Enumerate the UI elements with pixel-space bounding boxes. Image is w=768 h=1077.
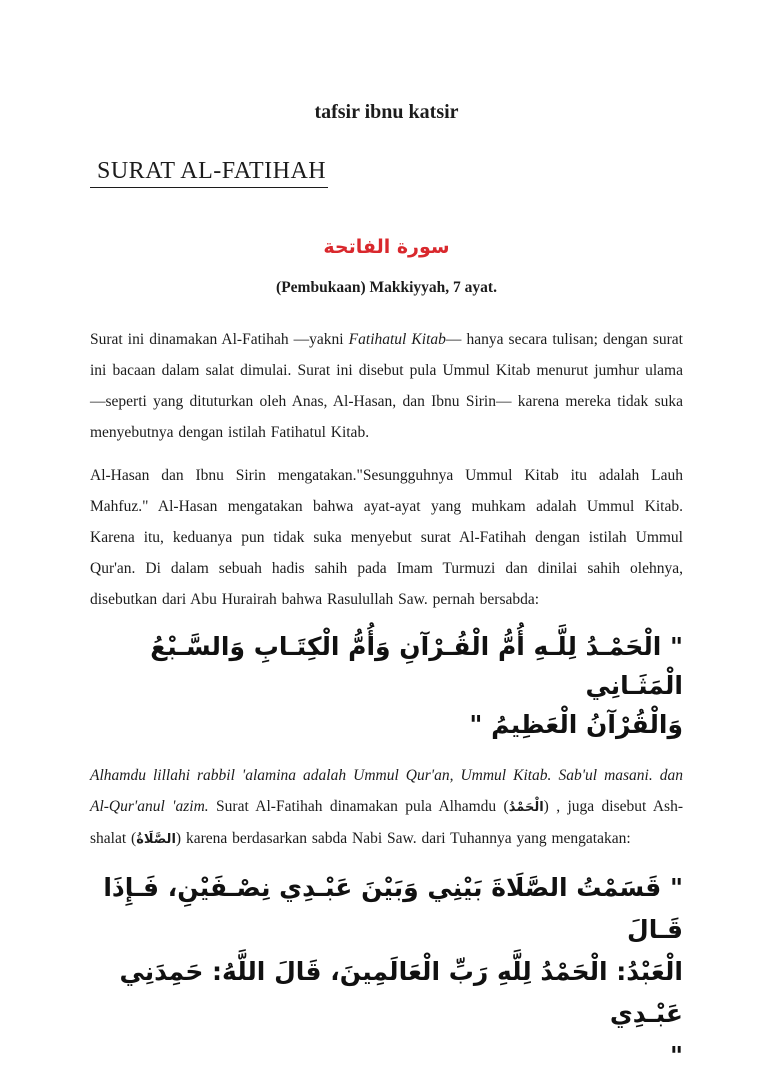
hadith-arabic-1 [90,627,683,744]
inline-arabic-ashshalat: الصَّلَاةُ [136,832,176,847]
hadith-arabic-2-closing-quote: " [669,1041,683,1070]
document-title: tafsir ibnu katsir [314,101,459,123]
paragraph-3-transliteration: Alhamdu lillahi rabbil 'alamina adalah Ummul Qur'an, Ummul Kitab. Sab'ul masani. dan Al-Qur'anul 'azim. [90,767,683,815]
hadith-arabic-2 [90,867,683,1077]
surah-heading [90,156,683,188]
paragraph-3-text-end: ) karena berdasarkan sabda Nabi Saw. dari Tuhannya yang mengatakan: [175,830,631,847]
paragraph-1-italic-term: Fatihatul Kitab [348,331,446,348]
hadith-arabic-2-line-2: الْعَبْدُ: الْحَمْدُ لِلَّهِ رَبِّ الْعَالَمِينَ، قَالَ اللَّهُ: حَمِدَنِي عَبْـدِي [119,957,683,1028]
hadith-arabic-2-line-1: " قَسَمْتُ الصَّلَاةَ بَيْنِي وَبَيْنَ عَبْـدِي نِصْـفَيْنِ، فَـإِذَا قَـالَ [103,873,683,944]
paragraph-3-text: Surat Al-Fatihah dinamakan pula Alhamdu ( [208,798,509,815]
paragraph-2: Al-Hasan dan Ibnu Sirin mengatakan."Sesungguhnya Ummul Kitab itu adalah Lauh Mahfuz." Al-Hasan mengatakan bahwa ayat-ayat yang muhkam adalah Ummul Kitab. Karena itu, keduanya pun tidak suka menyebut surat Al-Fatihah dengan istilah Ummul Qur'an. Di dalam sebuah hadis sahih pada Imam Turmuzi dan dinilai sahih olehnya, disebutkan dari Abu Hurairah bahwa Rasulullah Saw. pernah bersabda: [90,467,683,608]
paragraph-1-text: Surat ini dinamakan Al-Fatihah —yakni [90,331,349,348]
paragraph-1 [90,324,683,448]
paragraph-1-text-cont: — hanya secara tulisan; dengan surat ini bacaan dalam salat dimulai. Surat ini disebut pula Ummul Kitab menurut jumhur ulama —seperti yang dituturkan oleh Anas, Al-Hasan, dan Ibnu Sirin— karena mereka tidak suka menyebutnya dengan istilah Fatihatul Kitab. [90,331,683,441]
surah-heading-text: SURAT AL-FATIHAH [90,156,328,188]
paragraph-3 [90,760,683,855]
surah-title-arabic: سورة الفاتحة [323,236,450,258]
surah-subtitle: (Pembukaan) Makkiyyah, 7 ayat. [276,279,497,296]
inline-arabic-alhamdu: الْحَمْدُ [508,800,544,815]
hadith-arabic-1-line-2: وَالْقُرْآنُ الْعَظِيمُ " [469,710,683,739]
hadith-arabic-1-line-1: " الْحَمْـدُ لِلَّـهِ أُمُّ الْقُـرْآنِ وَأُمُّ الْكِتَـابِ وَالسَّـبْعُ الْمَثَـانِي [150,632,683,700]
paragraph-3-text-cont: ) , juga disebut Ash-shalat ( [90,798,684,847]
